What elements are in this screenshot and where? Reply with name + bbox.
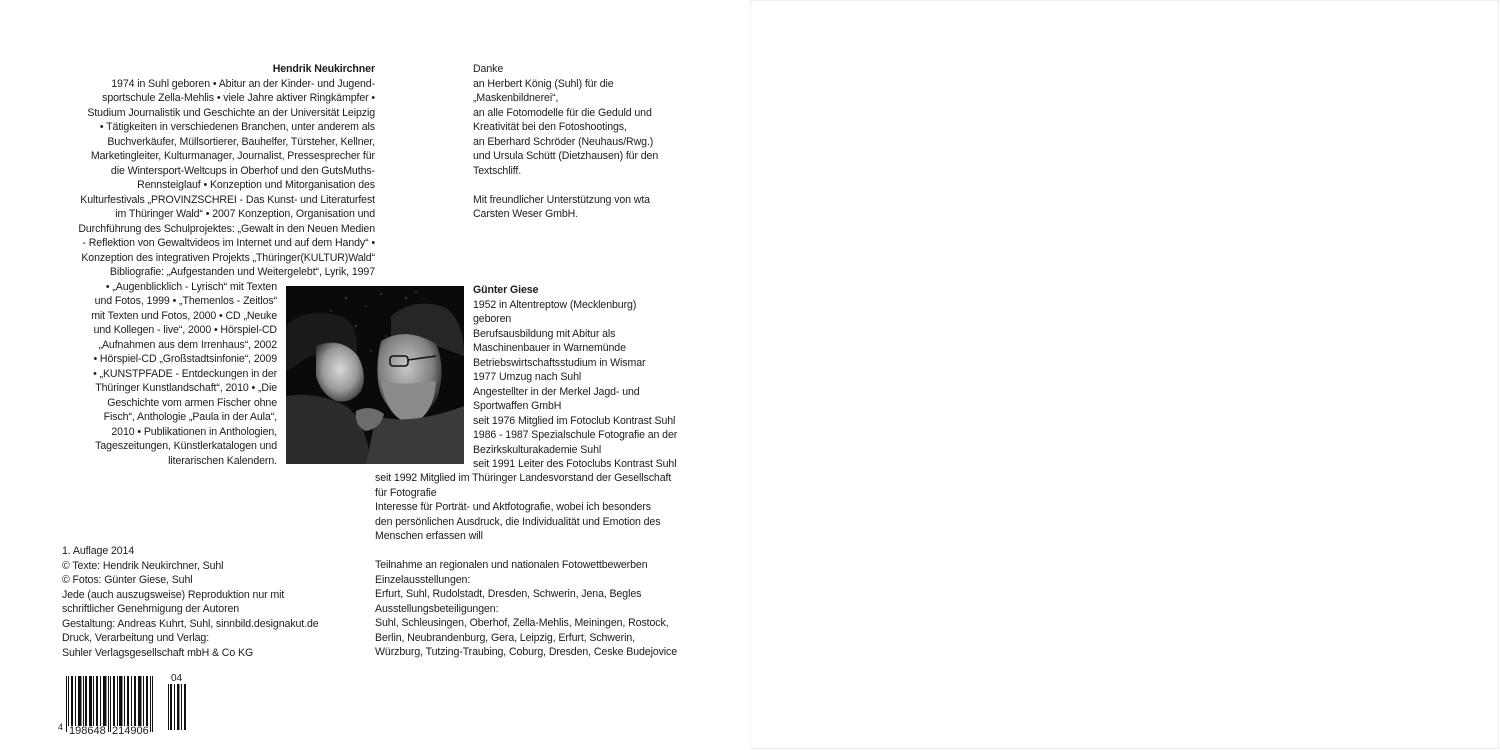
- author-bio-line: • Tätigkeiten in verschiedenen Branchen, unter anderem als: [99, 121, 375, 133]
- barcode-addon: 04: [171, 673, 183, 684]
- photographer-bio: [473, 283, 677, 472]
- photographer-bio-line: 1986 - 1987 Spezialschule Fotografie an der: [473, 429, 678, 441]
- author-bio-line: und Fotos, 1999 • „Themenlos - Zeitlos“: [94, 295, 277, 307]
- imprint-line: Jede (auch auszugsweise) Reproduktion nur mit: [62, 588, 285, 601]
- author-name: Hendrik Neukirchner: [272, 63, 375, 75]
- author-bio-line: „Aufnahmen aus dem Irrenhaus“, 2002: [98, 338, 277, 351]
- thanks-line: Textschliff.: [473, 164, 522, 177]
- photographer-bio-line: für Fotografie: [375, 486, 437, 499]
- imprint-line: © Fotos: Günter Giese, Suhl: [62, 574, 193, 586]
- exhibitions-line: Teilnahme an regionalen und nationalen Fotowettbewerben: [375, 559, 648, 571]
- thanks-line: „Maskenbildnerei“,: [473, 92, 559, 104]
- portrait-photo-image: [286, 286, 464, 464]
- exhibitions-line: Suhl, Schleusingen, Oberhof, Zella-Mehlis, Meiningen, Rostock,: [375, 617, 669, 629]
- author-bio-line: Kulturfestivals „PROVINZSCHREI - Das Kunst- und Literaturfest: [80, 193, 375, 206]
- sponsor-line: Mit freundlicher Unterstützung von wta: [473, 193, 650, 206]
- author-bio-line: literarischen Kalendern.: [168, 454, 277, 467]
- author-bio-line: Tageszeitungen, Künstlerkatalogen und: [95, 440, 277, 452]
- author-bio-line: Geschichte vom armen Fischer ohne: [107, 396, 277, 409]
- author-bio-line: Fisch“, Anthologie „Paula in der Aula“,: [103, 411, 277, 423]
- author-bio-line: die Wintersport-Weltcups in Oberhof und den GutsMuths-: [110, 164, 375, 177]
- photographer-bio-line: Berufsausbildung mit Abitur als: [473, 327, 616, 340]
- author-bio-line: sportschule Zella-Mehlis • viele Jahre aktiver Ringkämpfer •: [102, 92, 375, 104]
- author-bio-line: Durchführung des Schulprojektes: „Gewalt in den Neuen Medien: [78, 222, 375, 235]
- photographer-bio-line: 1977 Umzug nach Suhl: [473, 371, 582, 383]
- author-bio-line: im Thüringer Wald“ • 2007 Konzeption, Organisation und: [115, 208, 375, 220]
- imprint-line: Druck, Verarbeitung und Verlag:: [62, 632, 210, 644]
- imprint-line: 1. Auflage 2014: [62, 545, 135, 557]
- imprint: [62, 544, 319, 660]
- author-bio-line: mit Texten und Fotos, 2000 • CD „Neuke: [91, 309, 277, 322]
- author-bio-line: Rennsteiglauf • Konzeption und Mitorganisation des: [137, 179, 375, 191]
- exhibitions-line: Ausstellungsbeteiligungen:: [375, 602, 499, 615]
- thanks-line: an alle Fotomodelle für die Geduld und: [473, 106, 652, 119]
- author-bio-line: Thüringer Kunstlandschaft“, 2010 • „Die: [95, 382, 277, 394]
- exhibitions: [375, 558, 677, 660]
- photographer-bio-line: Angestellter in der Merkel Jagd- und: [473, 385, 640, 398]
- author-bio-line: 1974 in Suhl geboren • Abitur an der Kinder- und Jugend-: [111, 77, 375, 90]
- barcode: [58, 673, 192, 738]
- photographer-bio-line: Maschinenbauer in Warnemünde: [473, 342, 626, 354]
- author-bio-line: - Reflektion von Gewaltvideos im Internet und auf dem Handy“ •: [82, 237, 375, 249]
- acknowledgements: [473, 62, 658, 222]
- exhibitions-line: Berlin, Neubrandenburg, Gera, Leipzig, Erfurt, Schwerin,: [375, 631, 635, 644]
- thanks-spacer: [473, 178, 658, 193]
- author-bio-line: • „KUNSTPFADE - Entdeckungen in der: [93, 367, 277, 380]
- right-page-blank: [750, 0, 1499, 749]
- thanks-line: an Eberhard Schröder (Neuhaus/Rwg.): [473, 135, 654, 148]
- author-bio-line: Buchverkäufer, Müllsortierer, Bauhelfer, Türsteher, Kellner,: [107, 135, 375, 148]
- exhibitions-line: Einzelausstellungen:: [375, 573, 471, 586]
- photographer-bio-line: seit 1992 Mitglied im Thüringer Landesvorstand der Gesellschaft: [375, 472, 672, 484]
- photographer-bio-line: Bezirkskulturakademie Suhl: [473, 443, 602, 456]
- author-bio-line: und Kollegen - live“, 2000 • Hörspiel-CD: [93, 324, 277, 336]
- author-bio-line: Bibliografie: „Aufgestanden und Weitergelebt“, Lyrik, 1997: [109, 266, 375, 278]
- barcode-first-digit: 4: [58, 722, 64, 732]
- imprint-line: schriftlicher Genehmigung der Autoren: [62, 603, 240, 615]
- barcode-digits-left: 198648: [69, 725, 106, 737]
- imprint-line: Gestaltung: Andreas Kuhrt, Suhl, sinnbild.designakut.de: [62, 617, 319, 630]
- photographer-bio-line: seit 1976 Mitglied im Fotoclub Kontrast Suhl: [473, 414, 676, 427]
- photographer-bio-line: 1952 in Altentreptow (Mecklenburg): [473, 298, 637, 311]
- author-bio-line: Konzeption des integrativen Projekts „Thüringer(KULTUR)Wald“: [81, 251, 375, 264]
- imprint-line: Suhler Verlagsgesellschaft mbH & Co KG: [62, 646, 254, 659]
- photographer-bio-line: seit 1991 Leiter des Fotoclubs Kontrast Suhl: [473, 458, 677, 470]
- thanks-heading: Danke: [473, 63, 504, 75]
- photographer-bio-line: Menschen erfassen will: [375, 530, 483, 542]
- author-bio-line: Marketingleiter, Kulturmanager, Journalist, Pressesprecher für: [90, 150, 375, 162]
- author-bio-line: 2010 • Publikationen in Anthologien,: [111, 425, 277, 438]
- photographer-bio-line: den persönlichen Ausdruck, die Individualität und Emotion des: [375, 515, 661, 528]
- author-bio-line: • Hörspiel-CD „Großstadtsinfonie“, 2009: [93, 353, 277, 365]
- photographer-bio-line: Interesse für Porträt- und Aktfotografie, wobei ich besonders: [375, 501, 651, 513]
- portrait-photo: [286, 286, 464, 464]
- author-bio-line: • „Augenblicklich - Lyrisch“ mit Texten: [105, 280, 277, 293]
- thanks-line: Kreativität bei den Fotoshootings,: [473, 121, 627, 133]
- photographer-name: Günter Giese: [473, 284, 539, 296]
- photographer-bio-line: Betriebswirtschaftsstudium in Wismar: [473, 356, 646, 369]
- thanks-line: und Ursula Schütt (Dietzhausen) für den: [473, 150, 659, 162]
- photographer-bio-line: geboren: [473, 313, 512, 325]
- author-bio-line: Studium Journalistik und Geschichte an der Universität Leipzig: [87, 106, 375, 119]
- barcode-digits-right: 214906: [112, 725, 149, 737]
- imprint-line: © Texte: Hendrik Neukirchner, Suhl: [62, 559, 224, 572]
- photographer-bio-continued: [375, 471, 671, 544]
- sponsor-line: Carsten Weser GmbH.: [473, 208, 579, 220]
- exhibitions-line: Erfurt, Suhl, Rudolstadt, Dresden, Schwerin, Jena, Begles: [375, 588, 642, 600]
- exhibitions-line: Würzburg, Tutzing-Traubing, Coburg, Dresden, Ceske Budejovice: [375, 646, 678, 658]
- thanks-line: an Herbert König (Suhl) für die: [473, 77, 614, 90]
- photographer-bio-line: Sportwaffen GmbH: [473, 400, 562, 412]
- author-bio-narrow: [60, 280, 277, 469]
